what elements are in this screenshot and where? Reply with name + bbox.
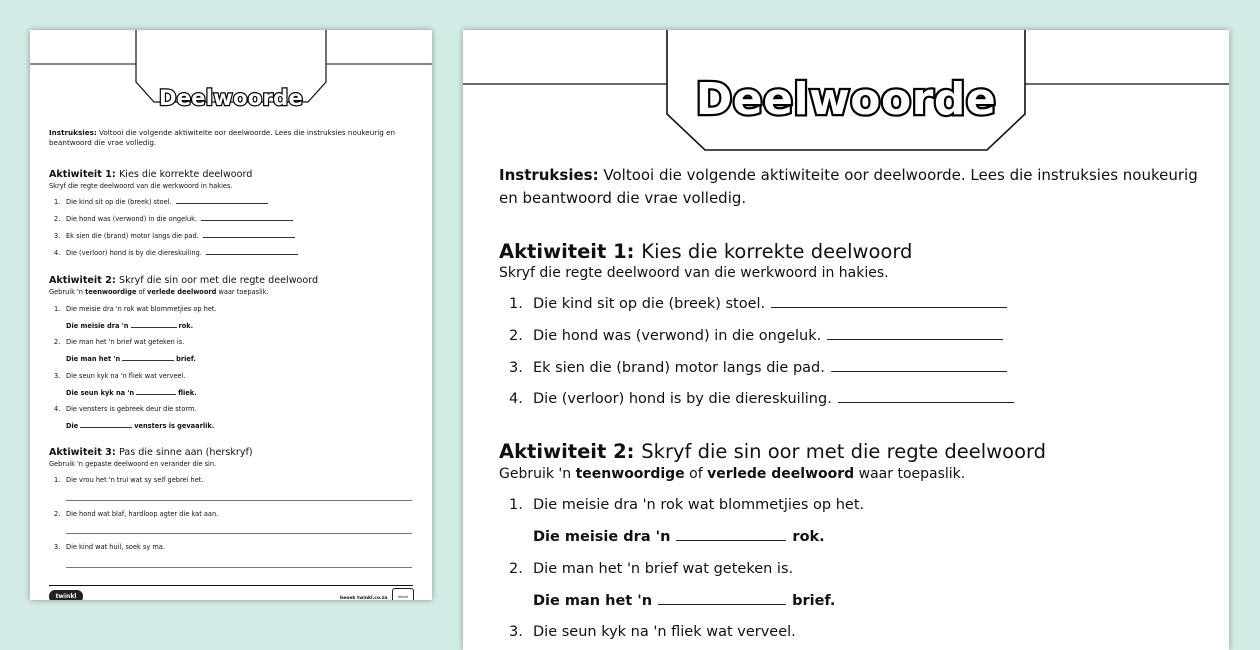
thumb-a2-item: 3. Die seun kyk na 'n fliek wat verveel. — [54, 372, 186, 380]
thumb-a1-item: 1. Die kind sit op die (breek) stoel. — [54, 198, 268, 206]
thumb-a1-item: 4. Die (verloor) hond is by die diereskuiling. — [54, 249, 298, 257]
thumb-a2-answer: Die meisie dra 'n rok. — [66, 322, 194, 330]
thumb-a2-answer: Die vensters is gevaarlik. — [66, 422, 215, 430]
activity1-item: 1. Die kind sit op die (breek) stoel. — [509, 296, 1007, 312]
worksheet-title: Deelwoorde — [695, 74, 997, 125]
thumb-answer-line — [66, 500, 412, 501]
thumb-a2-answer: Die seun kyk na 'n fliek. — [66, 389, 197, 397]
thumb-activity3-subtitle: Gebruik 'n gepaste deelwoord en verander die sin. — [49, 460, 217, 468]
thumb-a2-item: 2. Die man het 'n brief wat geteken is. — [54, 338, 185, 346]
thumb-activity1-subtitle: Skryf die regte deelwoord van die werkwoord in hakies. — [49, 182, 233, 190]
activity2-answer: Die man het 'n brief. — [533, 593, 836, 609]
twinkl-badge-icon: twinkl — [392, 588, 414, 600]
activity2-item: 3. Die seun kyk na 'n fliek wat verveel. — [509, 624, 796, 640]
footer-url: beoek twinkl.co.za — [340, 596, 388, 600]
thumb-title: Deelwoorde — [158, 86, 303, 110]
thumb-a3-item: 3. Die kind wat huil, soek sy ma. — [54, 543, 165, 551]
thumb-activity3-heading: Aktiwiteit 3: Pas die sinne aan (herskryf) — [49, 447, 253, 458]
activity2-item: 2. Die man het 'n brief wat geteken is. — [509, 561, 794, 577]
thumb-instructions: Instruksies: Voltooi die volgende aktiwiteite oor deelwoorde. Lees die instruksies noukeurig en beantwoord die vrae volledig. — [49, 128, 396, 147]
activity2-subtitle: Gebruik 'n teenwoordige of verlede deelwoord waar toepaslik. — [499, 466, 966, 482]
thumb-activity2-subtitle: Gebruik 'n teenwoordige of verlede deelwoord waar toepaslik. — [49, 288, 269, 296]
worksheet-thumbnail[interactable] — [30, 30, 432, 600]
worksheet-preview[interactable] — [463, 30, 1229, 650]
activity2-item: 1. Die meisie dra 'n rok wat blommetjies op het. — [509, 497, 865, 513]
thumb-answer-line — [66, 533, 412, 534]
thumb-a1-item: 2. Die hond was (verwond) in die ongeluk. — [54, 215, 293, 223]
instructions: Instruksies: Voltooi die volgende aktiwiteite oor deelwoorde. Lees die instruksies noukeurig en beantwoord die vrae volledig. — [499, 166, 1198, 207]
thumb-a2-item: 1. Die meisie dra 'n rok wat blommetjies op het. — [54, 305, 217, 313]
activity2-heading: Aktiwiteit 2: Skryf die sin oor met die regte deelwoord — [499, 440, 1047, 463]
thumb-answer-line — [66, 567, 412, 568]
footer-rule — [49, 585, 413, 586]
activity1-item: 3. Ek sien die (brand) motor langs die pad. — [509, 360, 1007, 376]
activity1-item: 4. Die (verloor) hond is by die diereskuiling. — [509, 391, 1014, 407]
activity1-item: 2. Die hond was (verwond) in die ongeluk. — [509, 328, 1003, 344]
thumb-a3-item: 1. Die vrou het 'n trui wat sy self gebrei het. — [54, 476, 204, 484]
thumb-a2-answer: Die man het 'n brief. — [66, 355, 196, 363]
thumb-activity1-heading: Aktiwiteit 1: Kies die korrekte deelwoord — [49, 169, 253, 180]
thumb-a2-item: 4. Die vensters is gebreek deur die storm. — [54, 405, 197, 413]
thumb-a1-item: 3. Ek sien die (brand) motor langs die pad. — [54, 232, 295, 240]
activity1-subtitle: Skryf die regte deelwoord van die werkwoord in hakies. — [499, 265, 889, 281]
thumb-activity2-heading: Aktiwiteit 2: Skryf die sin oor met die regte deelwoord — [49, 275, 319, 286]
twinkl-logo: twinkl — [49, 590, 83, 600]
activity2-answer: Die meisie dra 'n rok. — [533, 529, 825, 545]
activity1-heading: Aktiwiteit 1: Kies die korrekte deelwoord — [499, 240, 913, 263]
thumb-a3-item: 2. Die hond wat blaf, hardloop agter die kat aan. — [54, 510, 219, 518]
